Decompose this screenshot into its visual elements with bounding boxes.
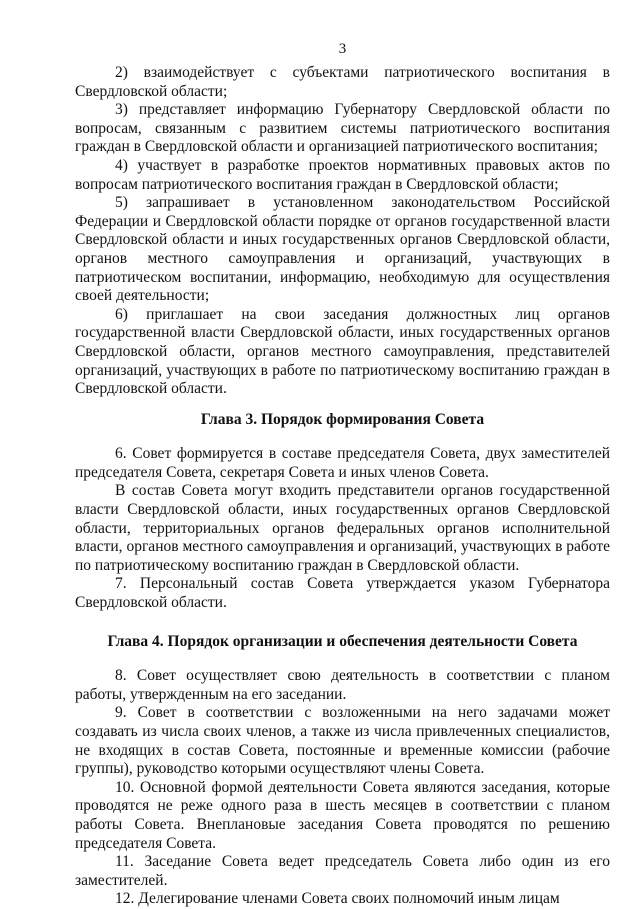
paragraph-9: 9. Совет в соответствии с возложенными на него задачами может создавать из числа своих членов, а также из числа привлеченных специалистов, не входящих в состав Совета, постоянные и временные комиссии (рабочие группы), руководство которыми осуществляют члены Совета. <box>75 704 610 778</box>
document-page <box>75 40 610 909</box>
paragraph-item-5: 5) запрашивает в установленном законодательством Российской Федерации и Свердловской области порядке от органов государственной власти Свердловской области и иных государственных органов Свердловской области, органов местного самоуправления и организаций, участвующих в патриотическом воспитании, информацию, необходимую для осуществления своей деятельности; <box>75 194 610 305</box>
paragraph-item-3: 3) представляет информацию Губернатору Свердловской области по вопросам, связанным с развитием системы патриотического воспитания граждан в Свердловской области и организацией патриотического воспитания; <box>75 101 610 156</box>
paragraph-item-4: 4) участвует в разработке проектов нормативных правовых актов по вопросам патриотического воспитания граждан в Свердловской области; <box>75 156 610 193</box>
paragraph-10: 10. Основной формой деятельности Совета являются заседания, которые проводятся не реже одного раза в шесть месяцев в соответствии с планом работы Совета. Внеплановые заседания Совета проводятся по решению председателя Совета. <box>75 778 610 852</box>
paragraph-8: 8. Совет осуществляет свою деятельность в соответствии с планом работы, утвержденным на его заседании. <box>75 667 610 703</box>
chapter-3-title: Глава 3. Порядок формирования Совета <box>200 410 485 428</box>
page-number: 3 <box>338 41 347 57</box>
paragraph-6-composition: В состав Совета могут входить представители органов государственной власти Свердловской области, иных государственных органов Свердловской области, территориальных органов федеральных органов исполнительной власти, органов местного самоуправления и организаций, участвующих в работе по патриотическому воспитанию граждан в Свердловской области. <box>75 482 610 574</box>
paragraph-7: 7. Персональный состав Совета утверждается указом Губернатора Свердловской области. <box>75 575 610 612</box>
paragraph-6: 6. Совет формируется в составе председателя Совета, двух заместителей председателя Совета, секретаря Совета и иных членов Совета. <box>75 445 610 481</box>
paragraph-item-6: 6) приглашает на свои заседания должностных лиц органов государственной власти Свердловской области, иных государственных органов Свердловской области, органов местного самоуправления, представителей организаций, участвующих в работе по патриотическому воспитанию граждан в Свердловской области. <box>75 305 610 398</box>
paragraph-item-2: 2) взаимодействует с субъектами патриотического воспитания в Свердловской области; <box>75 64 610 100</box>
paragraph-11: 11. Заседание Совета ведет председатель Совета либо один из его заместителей. <box>75 853 610 889</box>
list-continuation <box>75 64 610 399</box>
chapter-4-body <box>75 667 610 909</box>
chapter-3-body <box>75 445 610 612</box>
paragraph-12: 12. Делегирование членами Совета своих полномочий иным лицам <box>115 890 560 908</box>
chapter-4-title: Глава 4. Порядок организации и обеспечения деятельности Совета <box>107 632 578 650</box>
